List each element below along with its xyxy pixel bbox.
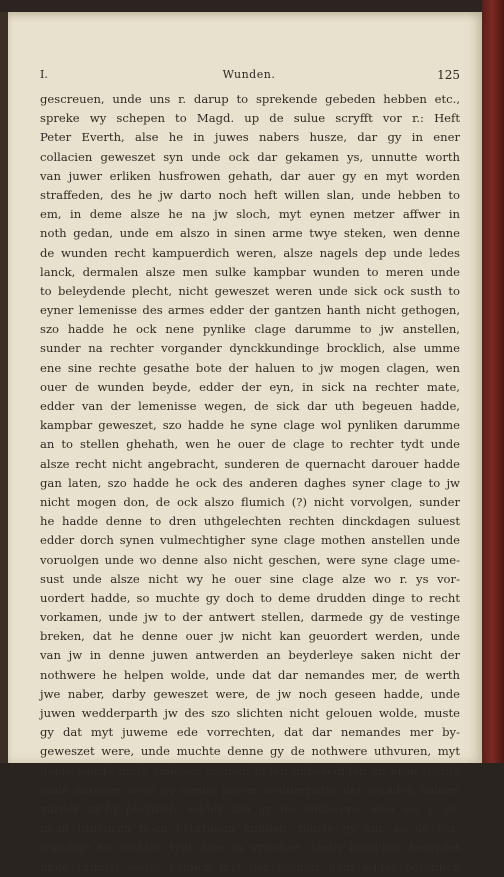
text-line: to beleydende plecht, nicht geweszet weren unde sick ock susth to — [40, 283, 460, 298]
scan-background-top — [0, 0, 482, 12]
chapter-number: I. — [40, 68, 48, 81]
text-line: an to stellen ghehath, wen he ouer de clage to rechter tydt unde — [40, 437, 460, 452]
text-line: van jw in denne juwen antwerden an beyderleye saken nicht der — [40, 648, 460, 663]
text-line: gescreuen, unde uns r. darup to sprekende gebeden hebben etc., — [40, 92, 460, 106]
text-line: gan laten, szo hadde he ock des anderen daghes syner clage to jw — [40, 475, 460, 490]
text-line: de wunden recht kampuerdich weren, alsze nagels dep unde ledes — [40, 245, 460, 260]
text-line: vorkamen, unde jw to der antwert stellen, darmede gy de vestinge — [40, 610, 460, 625]
text-line: unde bringet were, pynlich myt der rechter hant edder borchlich — [40, 859, 460, 874]
text-line: van juwer erliken husfrowen gehath, dar auer gy en myt worden — [40, 168, 460, 183]
text-line: gy dat myt juweme ede vorrechten, dat dar nemandes mer by- — [40, 725, 460, 740]
text-line: edder dorch synen vulmechtigher syne clage mothen anstellen unde — [40, 533, 460, 548]
text-line: breken, dat he denne ouer jw nicht kan geuordert werden, unde — [40, 629, 460, 644]
text-line: wundige to rechter tydt alse in vrischer daeth kampbar beleydet — [40, 840, 460, 855]
text-line: vurder nicht plichtich, edder szo gy de nothwere, alse wo r. ys, — [40, 801, 460, 816]
text-line: sust unde alsze nicht wy he ouer sine clage alze wo r. ys vor- — [40, 571, 460, 586]
text-line: juwen wedderparth jw des szo slichten nicht gelouen wolde, muste — [40, 706, 460, 720]
running-title: Wunden. — [222, 68, 276, 81]
text-line: noth gedan, unde em alszo in sinen arme twye steken, wen denne — [40, 226, 460, 241]
text-line: alsze recht nicht angebracht, sunderen de quernacht darouer hadde — [40, 456, 460, 471]
text-line: sunder na rechter vorgander dynckkundinge brocklich, alse umme — [40, 341, 460, 356]
text-line: deme werde unde anderen vramen luden unbesculden an eren rechte — [40, 763, 460, 778]
text-line: uordert hadde, so muchte gy doch to deme drudden dinge to recht — [40, 590, 460, 605]
text-line: ene sine rechte gesathe bote der haluen to jw mogen clagen, wen — [40, 360, 460, 375]
text-line: he hadde denne to dren uthgelechten rechten dinckdagen suluest — [40, 514, 460, 529]
text-line: nicht uthvuren noch bybringen kunden, muste gy em, so de vor- — [40, 821, 460, 836]
text-line: eyner lemenisse des armes edder der gantzen hanth nicht gethogen, — [40, 303, 460, 318]
text-line: lanck, dermalen alsze men sulke kampbar wunden to meren unde — [40, 264, 460, 279]
text-line: collacien geweszet syn unde ock dar gekamen ys, unnutte worth — [40, 149, 460, 164]
text-line: spreke wy schepen to Magd. up de sulue scryfft vor r.: Heft — [40, 111, 460, 126]
text-line: ouer de wunden beyde, edder der eyn, in sick na rechter mate, — [40, 379, 460, 394]
text-line: geweszet were, unde muchte denne gy de nothwere uthvuren, myt — [40, 744, 460, 759]
text-line: nicht mogen don, de ock alszo flumich (?) nicht vorvolgen, sunder — [40, 494, 460, 509]
text-line: jwe naber, darby geweszet were, de jw noch geseen hadde, unde — [40, 686, 460, 701]
text-line: szo hadde he ock nene pynlike clage darumme to jw anstellen, — [40, 322, 460, 337]
page-number: 125 — [437, 68, 460, 82]
text-line: straffeden, des he jw darto noch heft willen slan, unde hebben to — [40, 187, 460, 202]
book-spine-edge — [482, 0, 504, 763]
running-header — [38, 68, 460, 84]
text-line: em, in deme alsze he na jw sloch, myt eynen metzer affwer in — [40, 207, 460, 222]
book-page — [8, 12, 482, 874]
text-line: edder van der lemenisse wegen, de sick dar uth begeuen hadde, — [40, 399, 460, 413]
body-text — [40, 90, 460, 877]
text-line: nothwere he helpen wolde, unde dat dar nemandes mer, de werth — [40, 667, 460, 682]
text-line: voruolgen unde wo denne also nicht geschen, were syne clage ume- — [40, 552, 460, 567]
text-line: kampbar geweszet, szo hadde he syne clage wol pynliken darumme — [40, 418, 460, 433]
text-line: unde darouer were gy denne juwen wedderparte der wunden haluen — [40, 782, 460, 797]
text-line: Peter Everth, alse he in juwes nabers husze, dar gy in ener — [40, 130, 460, 145]
